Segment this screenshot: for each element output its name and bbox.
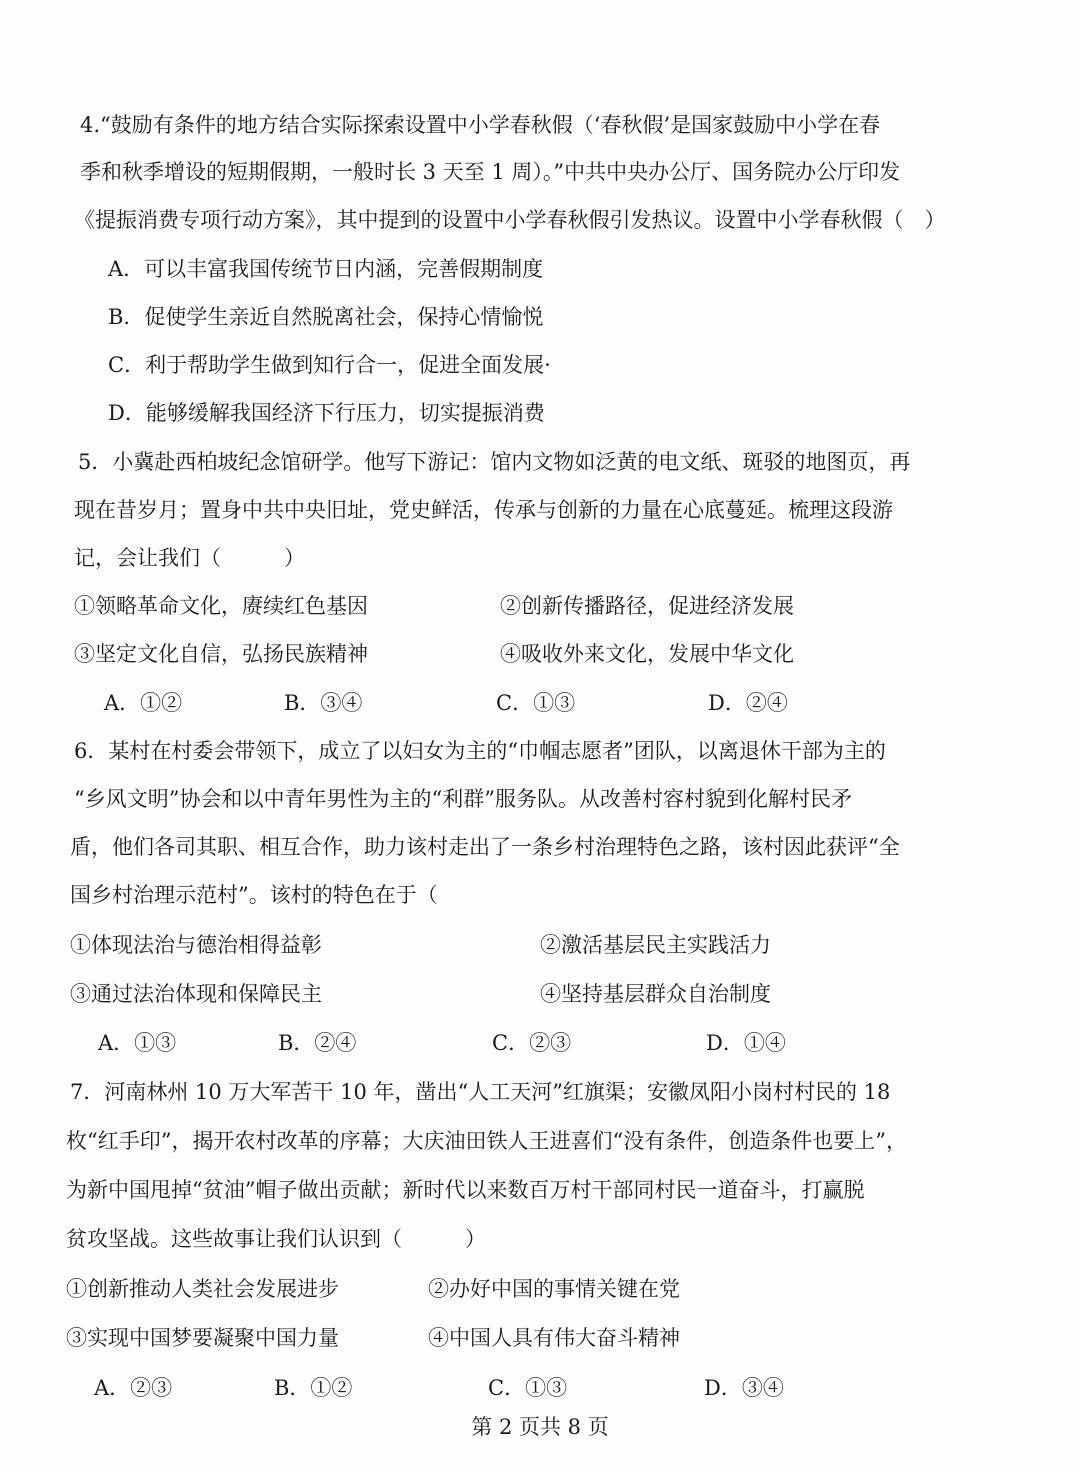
question-6-choice-c: C．②③ [492, 1031, 572, 1055]
question-6-statement-4: ④坚持基层群众自治制度 [540, 982, 771, 1006]
question-7-choice-d: D．③④ [704, 1376, 784, 1400]
question-7-choice-c: C．①③ [488, 1376, 568, 1400]
question-7-statement-2: ②办好中国的事情关键在党 [428, 1277, 680, 1301]
question-5-stem-line-2: 现在昔岁月；置身中共中央旧址，党史鲜活，传承与创新的力量在心底蔓延。梳理这段游 [74, 498, 893, 522]
question-4-stem-line-1: 4.“鼓励有条件的地方结合实际探索设置中小学春秋假（‘春秋假’是国家鼓励中小学在春 [80, 113, 881, 137]
question-7-stem-line-2: 枚“红手印”，揭开农村改革的序幕；大庆油田铁人王进喜们“没有条件，创造条件也要上”， [66, 1129, 907, 1153]
question-6-choice-d: D．①④ [706, 1031, 786, 1055]
question-6-stem-line-4: 国乡村治理示范村”。该村的特色在于（ [70, 883, 438, 907]
question-5-choice-a: A．①② [104, 691, 183, 715]
question-5-stem-line-3: 记，会让我们（ ） [74, 546, 305, 570]
question-6-stem-line-2: “乡风文明”协会和以中青年男性为主的“利群”服务队。从改善村容村貌到化解村民矛 [74, 787, 852, 811]
question-7-statement-1: ①创新推动人类社会发展进步 [66, 1277, 339, 1301]
question-6-stem-line-1: 6．某村在村委会带领下，成立了以妇女为主的“巾帼志愿者”团队，以离退休干部为主的 [74, 739, 886, 763]
question-7-statement-4: ④中国人具有伟大奋斗精神 [428, 1326, 680, 1350]
question-6-choice-a: A．①③ [98, 1031, 177, 1055]
question-6-statement-1: ①体现法治与德治相得益彰 [70, 933, 322, 957]
question-5-choice-c: C．①③ [496, 691, 576, 715]
question-4-choice-d: D．能够缓解我国经济下行压力，切实提振消费 [108, 401, 545, 425]
question-5-statement-4: ④吸收外来文化，发展中华文化 [500, 642, 794, 666]
question-5-statement-2: ②创新传播路径，促进经济发展 [500, 594, 794, 618]
question-5-stem-line-1: 5．小冀赴西柏坡纪念馆研学。他写下游记：馆内文物如泛黄的电文纸、斑驳的地图页，再 [78, 450, 911, 474]
question-6-stem-line-3: 盾，他们各司其职、相互合作，助力该村走出了一条乡村治理特色之路，该村因此获评“全 [70, 835, 900, 859]
question-7-stem-line-4: 贫攻坚战。这些故事让我们认识到（ ） [66, 1227, 486, 1251]
question-4-choice-a: A．可以丰富我国传统节日内涵，完善假期制度 [108, 257, 544, 281]
question-4-stem-line-3: 《提振消费专项行动方案》，其中提到的设置中小学春秋假引发热议。设置中小学春秋假（ ） [74, 208, 946, 232]
question-6-choice-b: B．②④ [278, 1031, 357, 1055]
question-6-statement-2: ②激活基层民主实践活力 [540, 933, 771, 957]
question-7-stem-line-1: 7．河南林州 10 万大军苦干 10 年，凿出“人工天河”红旗渠；安徽凤阳小岗村村民的 18 [70, 1080, 891, 1104]
question-7-statement-3: ③实现中国梦要凝聚中国力量 [66, 1326, 339, 1350]
question-7-choice-a: A．②③ [94, 1376, 173, 1400]
question-5-statement-3: ③坚定文化自信，弘扬民族精神 [74, 642, 368, 666]
question-4-choice-c: C．利于帮助学生做到知行合一，促进全面发展· [108, 353, 551, 377]
question-5-choice-d: D．②④ [708, 691, 788, 715]
page-number-footer: 第 2 页共 8 页 [471, 1415, 609, 1439]
question-4-choice-b: B．促使学生亲近自然脱离社会，保持心情愉悦 [108, 305, 544, 329]
question-7-choice-b: B．①② [274, 1376, 353, 1400]
question-7-stem-line-3: 为新中国甩掉“贫油”帽子做出贡献；新时代以来数百万村干部同村民一道奋斗，打赢脱 [66, 1178, 865, 1202]
question-5-statement-1: ①领略革命文化，赓续红色基因 [74, 594, 368, 618]
question-4-stem-line-2: 季和秋季增设的短期假期，一般时长 3 天至 1 周）。”中共中央办公厅、国务院办公厅印发 [80, 160, 901, 184]
question-6-statement-3: ③通过法治体现和保障民主 [70, 982, 322, 1006]
question-5-choice-b: B．③④ [284, 691, 363, 715]
